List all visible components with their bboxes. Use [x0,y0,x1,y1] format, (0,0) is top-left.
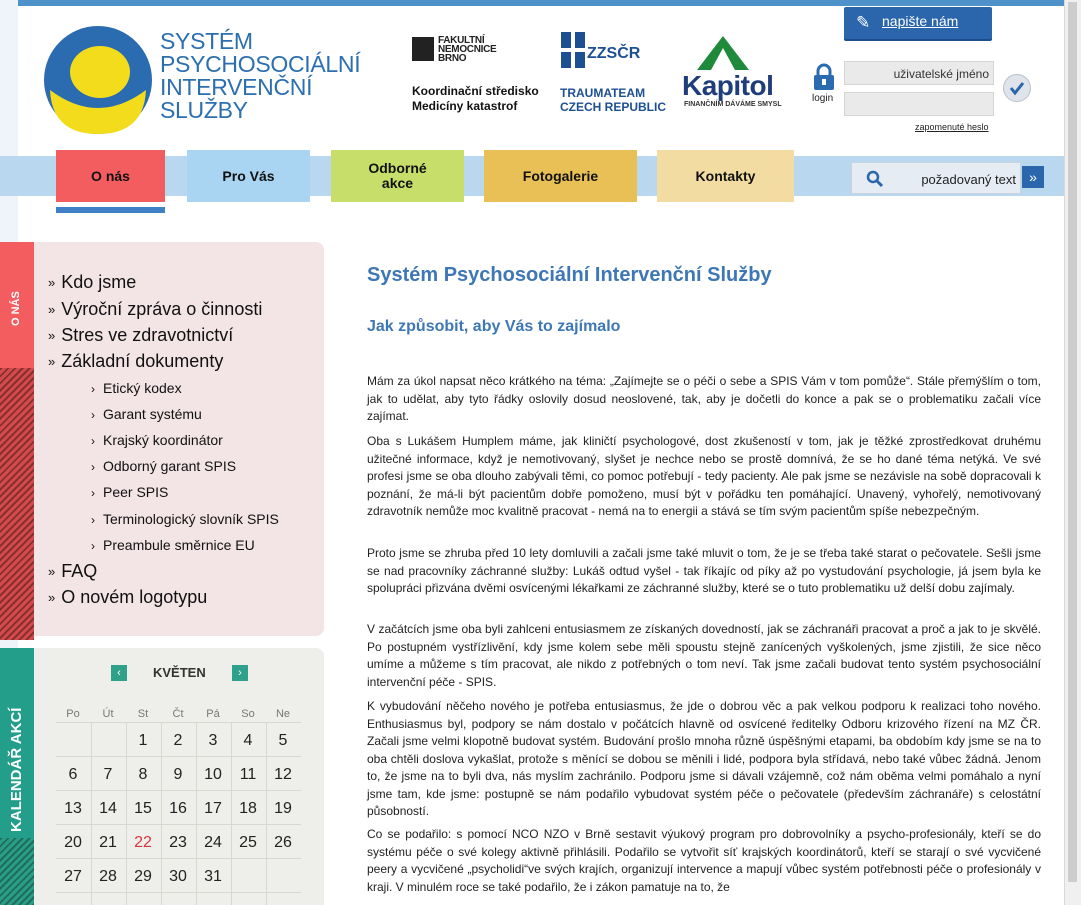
calendar-day[interactable]: 7 [103,766,113,783]
brand-name[interactable] [160,30,360,122]
article-paragraph: Oba s Lukášem Humplem máme, jak kliničtí psychologové, dost zkušeností v tom, jak je těžké zprostředkovat druhému užitečné informace, když je nemotivovaný, slyšet je nechce nebo se prostě domnívá, že se ho dané téma netýká. Ve své profesi jsme se oba dlouho zabývali těmi, co pomoc potřebují - tedy pacienty. Ale pak jsme se nezávisle na sobě dopracovali k poznání, že má-li být pacientům dobře pomoženo, musí být v pořádku ten pomáhající. Unavený, vyhořelý, nemotivovaný zdravotník nemůže moc kvalitně pracovat - nemá na to energii a stává se tím svým pacientům spíše nebezpečným. [367,434,1041,518]
double-chevron-icon: » [48,590,56,605]
submenu-label: Terminologický slovník SPIS [103,511,279,527]
calendar-day[interactable]: 31 [204,868,222,885]
sidebar-item-logotyp[interactable] [48,587,207,608]
article-paragraph: V začátcích jsme oba byli zahlceni entusiasmem ze získaných dovedností, jak se záchranáři pracovat a proč a jak to je skvělé. Po postupném vystřízlivění, kdy jsme kolem sebe měli spoustu stejně zanícených vyškolených, jsme zjistili, že sice něco umíme a můžeme s tím pracovat, ale nikdo z potřebných o tom neví. Tak jsme začali budovat tento systém psychosociální intervenční péče - SPIS. [367,622,1041,689]
search-icon [866,170,884,188]
lock-icon [812,63,836,91]
fn-brno-logo-text[interactable] [438,36,496,63]
submenu-label: Krajský koordinátor [103,432,223,448]
calendar-day[interactable]: 19 [274,800,292,817]
chevron-right-icon: › [238,667,242,679]
zzs-cr-logo-icon[interactable] [557,28,641,72]
spis-logo-icon[interactable] [44,26,152,134]
double-chevron-icon: » [48,354,56,369]
chevron-right-icon: › [91,486,95,500]
kapitol-logo-icon[interactable] [695,34,751,70]
tab-o-nas[interactable] [56,150,165,202]
calendar-gridline [56,722,301,723]
double-chevron-right-icon: » [1029,169,1037,185]
chevron-right-icon: › [91,539,95,553]
double-chevron-icon: » [48,275,56,290]
article-paragraph: K vybudování něčeho nového je potřeba entusiasmus, že jde o dobrou věc a pak velkou podporu k realizaci toho nového. Enthusiasmus byl, podpory se nám dostalo v počátcích hlavně od osvícené ředitelky Odboru krizového řízení na MZ ČR. Začali jsme velmi klopotně budovat systém. Budování prošlo mnoha různě úspěšnými etapami, ba obdobím kdy jsme se na to oba chtěli doslova vykašlat, protože s měnící se dobou se měnili i lidé, podpora byla střídavá, nebo také vůbec žádná. Jenom to, že jsme na to byli dva, nás myslím zachránilo. Podporu jsme si dávali vzájemně, což nám oběma velmi pomáhalo a nyní jsme tam, kde jsme: postupně se nám podařilo vybudovat systém péče o pečovatele (především záchranáře) s celostátní působností. [367,699,1041,818]
calendar-month: KVĚTEN [153,665,206,680]
search-input[interactable] [851,162,1021,194]
fn-line: FAKULTNÍ [438,35,485,46]
sidebar-item-faq[interactable] [48,561,97,582]
kapitol-slogan: FINANČNÍM DÁVÁME SMYSL [684,101,782,108]
calendar-tab-label: KALENDÁŘ AKCÍ [8,707,25,832]
active-tab-indicator [56,207,165,213]
forgot-password-link[interactable]: zapomenuté heslo [915,122,989,132]
weekday-header: Ne [275,708,291,720]
calendar-day[interactable]: 29 [134,868,152,885]
login-button[interactable] [810,63,838,103]
chevron-left-icon: ‹ [117,667,121,679]
search-submit-button[interactable] [1022,166,1044,188]
calendar-gridline [56,756,301,757]
calendar-day[interactable]: 5 [278,732,288,749]
submenu-label: Odborný garant SPIS [103,458,237,474]
calendar-day[interactable]: 4 [243,732,253,749]
traumateam-text [560,86,666,114]
sidebar-tab [0,242,34,640]
article-paragraph: Proto jsme se zhruba před 10 lety domluvili a začali jsme také mluvit o tom, že je se třeba také starat o pečovatele. Sešli jsme se nad pracovníky záchranné služby: Lukáš odtud vyšel - tak říkajíc od píky až po vystudování psychologie, já jsem byla ke spolupráci přizvána dvěmi osvícenými lékařkami ze záchranné služby, které se o tuto problematiku už delší dobu zajímaly. [367,546,1041,595]
calendar-gridline [56,858,301,859]
sidebar-subitem-peer[interactable] [91,484,168,500]
calendar-day[interactable]: 8 [138,766,148,783]
double-chevron-icon: » [48,302,56,317]
weekday-header: So [241,708,255,720]
sidebar-subitem-eticky-kodex[interactable] [91,380,182,396]
calendar-day[interactable]: 9 [173,766,183,783]
tab-label: Kontakty [695,167,756,184]
koordinacni-stredisko-text [412,84,539,114]
page-title: Systém Psychosociální Intervenční Služby [367,264,772,286]
koord-line: Medicíny katastrof [412,99,518,113]
calendar-day[interactable]: 15 [134,800,152,817]
submenu-label: Peer SPIS [103,484,169,500]
sidebar-subitem-slovnik[interactable] [91,511,279,527]
scrollbar-thumb[interactable] [1068,2,1077,882]
calendar-day[interactable]: 27 [64,868,82,885]
menu-label: FAQ [61,561,98,581]
sidebar-subitem-krajsky[interactable] [91,432,223,448]
calendar-day[interactable]: 16 [169,800,187,817]
zzs-text: ZZSČR [587,45,641,62]
tab-fotogalerie[interactable] [484,150,637,202]
sidebar-item-vyrocni-zprava[interactable] [48,299,262,320]
calendar-day[interactable]: 12 [274,766,292,783]
trauma-line: TRAUMATEAM [560,86,646,100]
calendar-gridline [56,824,301,825]
sidebar-subitem-preambule[interactable] [91,537,255,553]
tab-label: O nás [91,167,130,184]
calendar-day-today[interactable]: 22 [134,834,152,851]
weekday-header: Čt [172,708,184,720]
calendar-day[interactable]: 21 [99,834,117,851]
sidebar-item-kdo-jsme[interactable] [48,272,136,293]
chevron-right-icon: › [91,434,95,448]
sidebar-subitem-garant[interactable] [91,406,202,422]
calendar-day[interactable]: 26 [274,834,292,851]
weekday-header: Pá [206,708,220,720]
login-submit-button[interactable] [1003,74,1031,102]
brand-line: SLUŽBY [160,97,248,123]
password-field[interactable] [844,92,994,116]
brand-line: PSYCHOSOCIÁLNÍ [160,51,361,77]
calendar-next-button[interactable] [232,665,248,681]
calendar-day[interactable]: 13 [64,800,82,817]
menu-label: O novém logotypu [61,587,208,607]
calendar-tab-hatch [0,838,34,905]
pencil-icon: ✎ [856,13,871,32]
chevron-right-icon: › [91,513,95,527]
calendar-gridline [56,790,301,791]
chevron-right-icon: › [91,382,95,396]
sidebar-tab-label: O NÁS [10,291,22,326]
calendar-day[interactable]: 1 [138,732,148,749]
calendar-day[interactable]: 18 [239,800,257,817]
calendar-day[interactable]: 23 [169,834,187,851]
submenu-label: Garant systému [103,406,202,422]
calendar-day[interactable]: 2 [173,732,183,749]
login-label: login [812,93,834,104]
article-paragraph: Co se podařilo: s pomocí NCO NZO v Brně sestavit výukový program pro dobrovolníky a psycho-profesionály, kteří se do systému péče o své kolegy aktivně přihlásili. Podařilo se vytvořit síť krajských koordinátorů, kteří se starají o své vycvičené peery a vycvičené „psycholidi“ve svých krajích, organizují intervence a mapují vůbec systém potřebnosti péče o profesionály v kraji. V minulém roce se také podařilo, že i zákon pamatuje na to, že [367,827,1041,894]
sidebar-item-zakladni-dokumenty[interactable] [48,351,223,372]
calendar-day[interactable]: 14 [99,800,117,817]
calendar-tab [0,648,34,905]
fn-line: NEMOCNICE [438,44,497,55]
chevron-right-icon: › [91,460,95,474]
trauma-line: CZECH REPUBLIC [560,100,667,114]
username-field[interactable]: uživatelské jméno [844,61,994,85]
article-paragraph: Mám za úkol napsat něco krátkého na téma: „Zajímejte se o péči o sebe a SPIS Vám v tom pomůže“. Stále přemýšlím o tom, jak to udělat, aby tyto řádky oslovily dosud neoslovené, tak, aby je dočetli do konce a pak se o problematiku začali více zajímat. [367,374,1041,423]
menu-label: Stres ve zdravotnictví [61,325,234,345]
calendar-day[interactable]: 6 [68,766,78,783]
write-us-label: napište nám [882,13,959,29]
calendar-day[interactable]: 24 [204,834,222,851]
weekday-header: Po [66,708,80,720]
calendar-day[interactable]: 28 [99,868,117,885]
menu-label: Kdo jsme [61,272,137,292]
calendar-prev-button[interactable] [111,665,127,681]
calendar-day[interactable]: 3 [208,732,218,749]
kapitol-logo-text[interactable]: Kapitol [682,70,774,101]
tab-label: Fotogalerie [522,167,599,184]
weekday-header: Út [102,708,114,720]
search-placeholder: požadovaný text [921,172,1016,187]
calendar-day[interactable]: 17 [204,800,222,817]
calendar-day[interactable]: 11 [239,766,257,783]
brand-line: INTERVENČNÍ [160,74,313,100]
calendar-day[interactable]: 10 [204,766,222,783]
tab-kontakty[interactable] [657,150,794,202]
tab-label: Odborné akce [368,160,427,191]
calendar-gridline [56,892,301,893]
weekday-header: St [137,708,149,720]
menu-label: Základní dokumenty [61,351,224,371]
fn-line: BRNO [438,53,467,64]
fn-brno-logo-icon[interactable] [412,37,434,61]
koord-line: Koordinační středisko [412,84,539,98]
calendar-day[interactable]: 30 [169,868,187,885]
page-subtitle: Jak způsobit, aby Vás to zajímalo [367,318,621,335]
tab-odborne-akce[interactable] [331,150,464,202]
tab-label: Pro Vás [222,167,275,184]
menu-label: Výroční zpráva o činnosti [61,299,263,319]
tab-pro-vas[interactable] [187,150,310,202]
sidebar-item-stres[interactable] [48,325,233,346]
brand-line: SYSTÉM [160,28,253,54]
chevron-right-icon: › [91,408,95,422]
submenu-label: Etický kodex [103,380,182,396]
double-chevron-icon: » [48,328,56,343]
double-chevron-icon: » [48,564,56,579]
write-us-button[interactable] [844,7,992,39]
calendar-day[interactable]: 25 [239,834,257,851]
vertical-scrollbar[interactable] [1064,0,1081,905]
calendar-day[interactable]: 20 [64,834,82,851]
checkmark-icon [1004,75,1030,101]
sidebar-subitem-odborny-garant[interactable] [91,458,236,474]
submenu-label: Preambule směrnice EU [103,537,255,553]
sidebar-tab-hatch [0,368,34,640]
